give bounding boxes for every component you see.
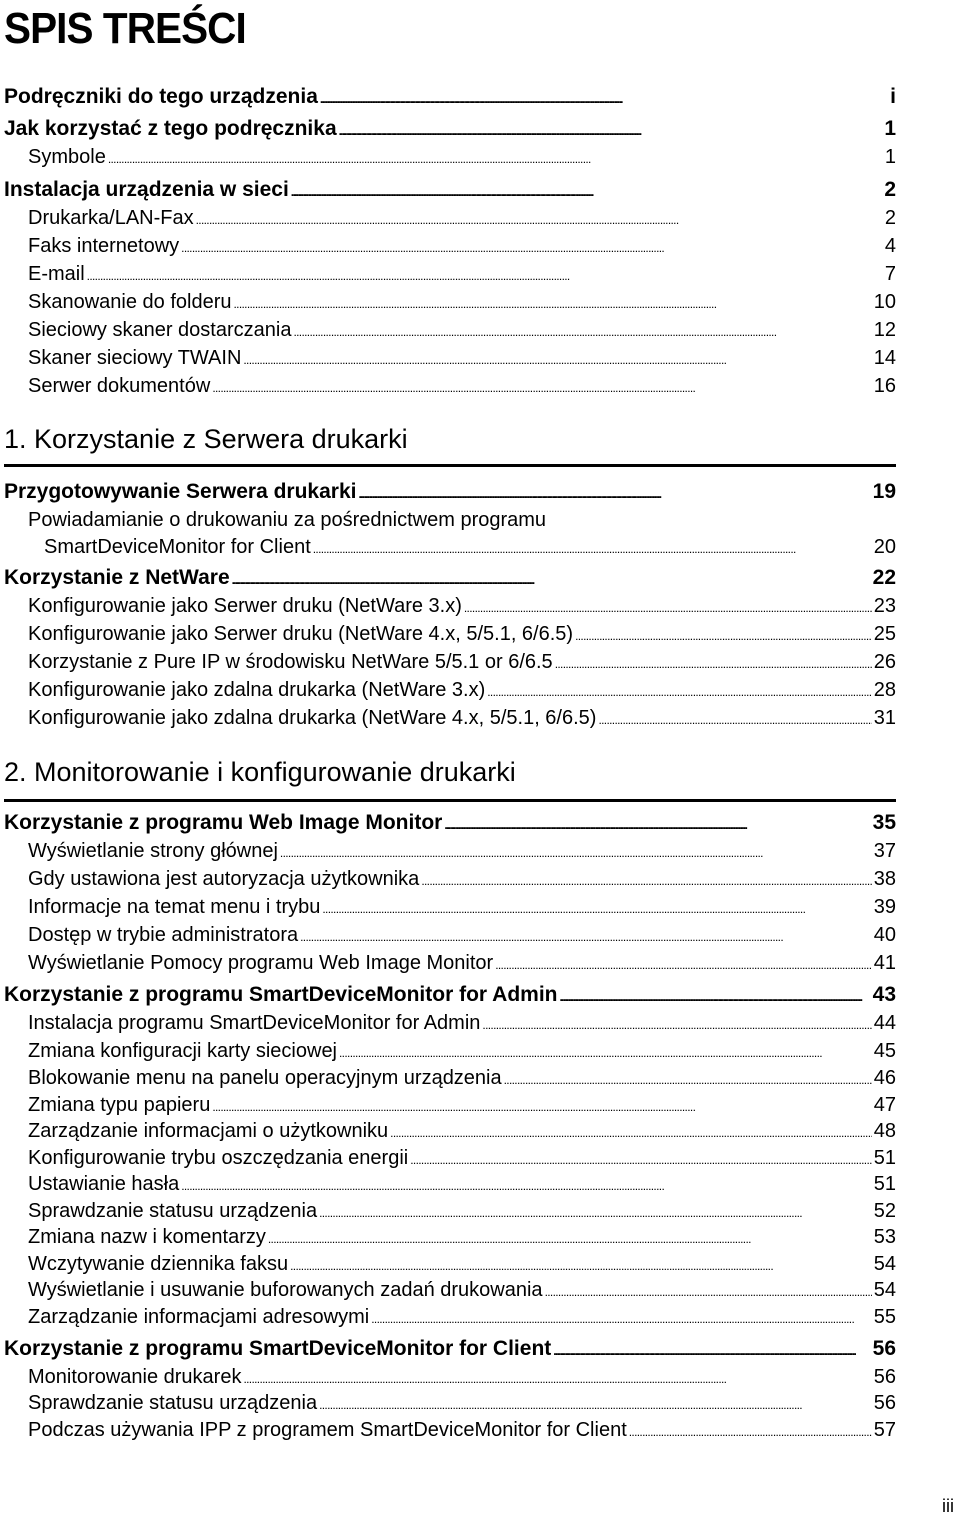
toc-entry-label: Monitorowanie drukarek xyxy=(28,1366,242,1388)
toc-entry-label: Wyświetlanie Pomocy programu Web Image Monitor xyxy=(28,952,494,974)
toc-entry-label: Faks internetowy xyxy=(28,235,180,257)
toc-entry-page: 47 xyxy=(873,1094,896,1116)
toc-subsection-entry[interactable] xyxy=(28,348,896,368)
toc-entry-label: Korzystanie z programu SmartDeviceMonitor for Client xyxy=(4,1337,552,1360)
toc-subsection-entry[interactable] xyxy=(28,292,896,312)
toc-entry-label: Sprawdzanie statusu urządzenia xyxy=(28,1200,318,1222)
dot-leader xyxy=(243,348,871,368)
dot-leader xyxy=(545,1280,872,1300)
toc-subsection-entry[interactable] xyxy=(28,1148,896,1168)
toc-entry-label: Wczytywanie dziennika faksu xyxy=(28,1253,289,1275)
toc-entry-label: Blokowanie menu na panelu operacyjnym urządzenia xyxy=(28,1067,502,1089)
dot-leader xyxy=(280,841,872,861)
toc-subsection-entry[interactable] xyxy=(28,596,896,616)
dot-leader xyxy=(339,1041,872,1061)
toc-entry-page: 26 xyxy=(873,651,896,673)
dot-leader xyxy=(313,537,872,557)
toc-entry-page: 48 xyxy=(873,1120,896,1142)
toc-subsection-entry[interactable] xyxy=(28,208,896,228)
toc-entry-label: Zmiana typu papieru xyxy=(28,1094,211,1116)
toc-entry-label: Serwer dokumentów xyxy=(28,375,211,397)
toc-subsection-entry[interactable] xyxy=(28,1227,896,1247)
toc-entry-label: Przygotowywanie Serwera drukarki xyxy=(4,480,357,503)
toc-subsection-entry[interactable] xyxy=(44,537,896,557)
toc-subsection-entry[interactable] xyxy=(28,841,896,861)
toc-subsection-entry[interactable] xyxy=(28,953,896,973)
toc-subsection-entry[interactable] xyxy=(28,1068,896,1088)
toc-entry-label: Instalacja programu SmartDeviceMonitor for Admin xyxy=(28,1012,481,1034)
dot-leader xyxy=(371,1307,872,1327)
toc-entry-label: Korzystanie z NetWare xyxy=(4,566,230,589)
toc-subsection-entry[interactable] xyxy=(28,624,896,644)
toc-entry-page: 20 xyxy=(873,536,896,558)
toc-entry-page: 19 xyxy=(872,480,896,503)
toc-entry-page: 51 xyxy=(873,1147,896,1169)
dot-leader xyxy=(598,708,871,728)
toc-entry-label: Drukarka/LAN-Fax xyxy=(28,207,194,229)
toc-entry-label: Konfigurowanie jako Serwer druku (NetWare 4.x, 5/5.1, 6/6.5) xyxy=(28,623,574,645)
toc-entry-label: Jak korzystać z tego podręcznika xyxy=(4,117,337,140)
dot-leader xyxy=(482,1013,871,1033)
toc-section-entry[interactable] xyxy=(4,481,896,502)
chapter-title[interactable]: 2. Monitorowanie i konfigurowanie drukarki xyxy=(4,757,516,787)
chapter-divider xyxy=(4,799,896,802)
toc-entry-label: Konfigurowanie jako Serwer druku (NetWare 3.x) xyxy=(28,595,462,617)
toc-entry-label: Zmiana nazw i komentarzy xyxy=(28,1226,266,1248)
toc-entry-page: 44 xyxy=(873,1012,896,1034)
toc-entry-label: Zarządzanie informacjami adresowymi xyxy=(28,1306,370,1328)
page-title: SPIS TREŚCI xyxy=(4,4,246,53)
dot-leader xyxy=(487,680,871,700)
dot-leader xyxy=(232,567,871,588)
toc-entry-label: Sieciowy skaner dostarczania xyxy=(28,319,292,341)
dot-leader xyxy=(464,596,872,616)
toc-entry-label: Korzystanie z Pure IP w środowisku NetWare 5/5.1 or 6/6.5 xyxy=(28,651,553,673)
dot-leader xyxy=(319,1393,872,1413)
toc-entry-page: 28 xyxy=(873,679,896,701)
toc-entry-page: 2 xyxy=(884,207,896,229)
toc-entry-page: 45 xyxy=(873,1040,896,1062)
dot-leader xyxy=(293,320,871,340)
toc-entry-page: 31 xyxy=(873,707,896,729)
dot-leader xyxy=(410,1148,872,1168)
toc-subsection-entry[interactable] xyxy=(28,1174,896,1194)
dot-leader xyxy=(243,1367,871,1387)
chapter-divider xyxy=(4,464,896,467)
toc-entry-label: Konfigurowanie jako zdalna drukarka (NetWare 4.x, 5/5.1, 6/6.5) xyxy=(28,707,597,729)
toc-entry-label: SmartDeviceMonitor for Client xyxy=(44,536,311,558)
toc-entry-label: Zmiana konfiguracji karty sieciowej xyxy=(28,1040,338,1062)
toc-entry-label: Ustawianie hasła xyxy=(28,1173,180,1195)
dot-leader xyxy=(108,147,883,167)
page-number: iii xyxy=(942,1496,954,1516)
toc-entry-page: 35 xyxy=(872,811,896,834)
toc-entry-label: Dostęp w trybie administratora xyxy=(28,924,299,946)
toc-subsection-entry[interactable] xyxy=(28,1393,896,1413)
dot-leader xyxy=(319,1201,872,1221)
toc-entry-label: Zarządzanie informacjami o użytkowniku xyxy=(28,1120,389,1142)
toc-entry-page: 46 xyxy=(873,1067,896,1089)
toc-entry-page: 40 xyxy=(873,924,896,946)
dot-leader xyxy=(444,812,870,833)
toc-subsection-entry[interactable] xyxy=(28,1420,896,1440)
toc-entry-page: 52 xyxy=(873,1200,896,1222)
dot-leader xyxy=(212,376,871,396)
toc-entry-page: 37 xyxy=(873,840,896,862)
toc-section-entry[interactable] xyxy=(4,179,896,200)
toc-entry-page: i xyxy=(890,85,896,108)
dot-leader xyxy=(290,1254,872,1274)
toc-entry-label: Symbole xyxy=(28,146,106,168)
dot-leader xyxy=(495,953,872,973)
toc-entry-page: 51 xyxy=(873,1173,896,1195)
dot-leader xyxy=(233,292,871,312)
dot-leader xyxy=(181,1174,872,1194)
toc-entry-page: 1 xyxy=(884,146,896,168)
dot-leader xyxy=(504,1068,872,1088)
toc-entry-label: Konfigurowanie trybu oszczędzania energii xyxy=(28,1147,409,1169)
dot-leader xyxy=(212,1095,871,1115)
toc-section-entry[interactable] xyxy=(4,86,896,107)
dot-leader xyxy=(629,1420,872,1440)
toc-entry-page: 57 xyxy=(873,1419,896,1441)
dot-leader xyxy=(575,624,872,644)
toc-entry-label: Sprawdzanie statusu urządzenia xyxy=(28,1392,318,1414)
toc-entry-page: 56 xyxy=(873,1392,896,1414)
toc-subsection-entry[interactable] xyxy=(28,236,896,256)
toc-entry-page: 43 xyxy=(872,983,896,1006)
toc-subsection-entry[interactable] xyxy=(28,1013,896,1033)
dot-leader xyxy=(390,1121,872,1141)
toc-entry-page: 1 xyxy=(884,117,896,140)
toc-entry-page: 16 xyxy=(873,375,896,397)
dot-leader xyxy=(181,236,883,256)
toc-entry-label: Podręczniki do tego urządzenia xyxy=(4,85,318,108)
toc-entry-label: Instalacja urządzenia w sieci xyxy=(4,178,289,201)
toc-section-entry[interactable] xyxy=(4,567,896,588)
toc-subsection-entry[interactable] xyxy=(28,1254,896,1274)
chapter-title[interactable]: 1. Korzystanie z Serwera drukarki xyxy=(4,424,408,454)
toc-entry-label: Wyświetlanie i usuwanie buforowanych zadań drukowania xyxy=(28,1279,543,1301)
dot-leader xyxy=(300,925,872,945)
dot-leader xyxy=(553,1338,870,1359)
toc-subsection-entry[interactable] xyxy=(28,264,896,284)
toc-subsection-entry[interactable] xyxy=(28,708,896,728)
dot-leader xyxy=(87,264,883,284)
toc-subsection-entry[interactable] xyxy=(28,1201,896,1221)
toc-entry-page: 25 xyxy=(873,623,896,645)
toc-entry-label: Skanowanie do folderu xyxy=(28,291,232,313)
toc-subsection-entry[interactable] xyxy=(28,1307,896,1327)
toc-subsection-entry[interactable] xyxy=(28,869,896,889)
toc-entry-page: 41 xyxy=(873,952,896,974)
toc-entry-page: 39 xyxy=(873,896,896,918)
toc-entry-label: Konfigurowanie jako zdalna drukarka (NetWare 3.x) xyxy=(28,679,486,701)
toc-entry-page: 10 xyxy=(873,291,896,313)
dot-leader xyxy=(268,1227,872,1247)
dot-leader xyxy=(196,208,883,228)
toc-entry-label: Skaner sieciowy TWAIN xyxy=(28,347,242,369)
toc-subsection-entry[interactable] xyxy=(28,897,896,917)
toc-section-entry[interactable] xyxy=(4,812,896,833)
toc-subsection-entry[interactable] xyxy=(28,376,896,396)
toc-entry-page: 12 xyxy=(873,319,896,341)
toc-entry-page: 53 xyxy=(873,1226,896,1248)
toc-entry-label: Korzystanie z programu Web Image Monitor xyxy=(4,811,443,834)
toc-subsection-entry[interactable] xyxy=(28,1367,896,1387)
toc-entry-page: 7 xyxy=(884,263,896,285)
toc-subsection-entry[interactable] xyxy=(28,1121,896,1141)
toc-entry-page: 56 xyxy=(873,1366,896,1388)
dot-leader xyxy=(320,86,888,107)
toc-entry-page: 4 xyxy=(884,235,896,257)
toc-subsection-entry[interactable] xyxy=(28,1041,896,1061)
toc-entry-page: 2 xyxy=(884,178,896,201)
dot-leader xyxy=(291,179,883,200)
dot-leader xyxy=(322,897,871,917)
toc-subsection-entry[interactable] xyxy=(28,652,896,672)
toc-section-entry[interactable] xyxy=(4,984,896,1005)
dot-leader xyxy=(421,869,871,889)
toc-entry-label: Gdy ustawiona jest autoryzacja użytkownika xyxy=(28,868,420,890)
toc-subsection-entry[interactable] xyxy=(28,1095,896,1115)
toc-subsection-entry[interactable] xyxy=(28,147,896,167)
toc-subsection-entry[interactable] xyxy=(28,320,896,340)
toc-entry-page: 38 xyxy=(873,868,896,890)
toc-section-entry[interactable] xyxy=(4,118,896,139)
toc-subsection-entry[interactable] xyxy=(28,680,896,700)
toc-entry-page: 54 xyxy=(873,1279,896,1301)
dot-leader xyxy=(555,652,872,672)
toc-subsection-entry[interactable] xyxy=(28,925,896,945)
toc-entry-page: 55 xyxy=(873,1306,896,1328)
toc-entry-page: 54 xyxy=(873,1253,896,1275)
toc-entry-page: 14 xyxy=(873,347,896,369)
toc-entry-page: 56 xyxy=(872,1337,896,1360)
toc-entry-label: Korzystanie z programu SmartDeviceMonitor for Admin xyxy=(4,983,558,1006)
toc-entry-label: E-mail xyxy=(28,263,85,285)
toc-entry-page: 22 xyxy=(872,566,896,589)
dot-leader xyxy=(339,118,883,139)
toc-entry-label: Podczas używania IPP z programem SmartDeviceMonitor for Client xyxy=(28,1419,627,1441)
dot-leader xyxy=(559,984,870,1005)
toc-subsection-entry[interactable] xyxy=(28,1280,896,1300)
toc-entry-label: Wyświetlanie strony głównej xyxy=(28,840,278,862)
toc-entry-wrapped[interactable]: Powiadamianie o drukowaniu za pośrednictwem programu xyxy=(28,509,547,531)
dot-leader xyxy=(358,481,870,502)
toc-entry-page: 23 xyxy=(873,595,896,617)
toc-entry-label: Informacje na temat menu i trybu xyxy=(28,896,321,918)
toc-section-entry[interactable] xyxy=(4,1338,896,1359)
